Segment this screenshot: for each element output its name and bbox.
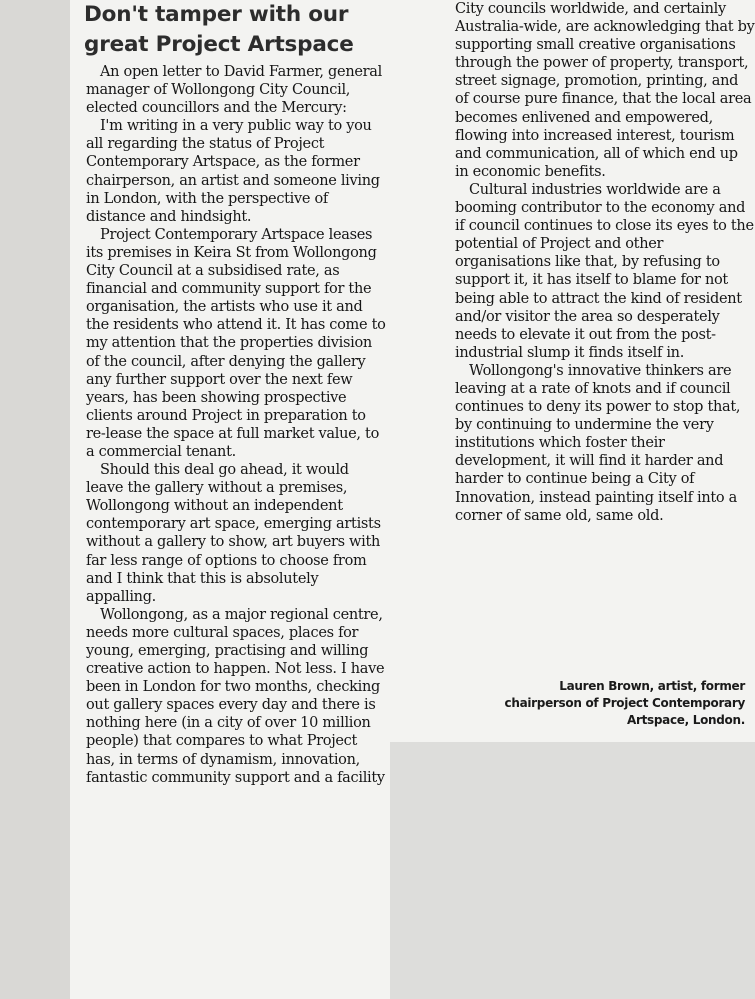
column-right xyxy=(390,0,755,742)
paragraph: Cultural industries worldwide are a booming contributor to the economy and if council continues to close its eyes to the potential of Project and other organisations like that, by refusing to support it, it has itself to blame for not being able to attract the kind of resident and/or visitor the area so desperately needs to elevate it out from the post-industrial slump it finds itself in. xyxy=(455,181,754,361)
left-body xyxy=(86,63,386,787)
paragraph: City councils worldwide, and certainly Australia-wide, are acknowledging that by supporting small creative organisations through the power of property, transport, street signage, promotion, printing, and of course pure finance, that the local area becomes enlivened and empowered, flowing into increased interest, tourism and communication, all of which end up in economic benefits. xyxy=(455,1,755,180)
signature xyxy=(505,678,745,729)
right-body xyxy=(455,0,755,525)
paragraph: I'm writing in a very public way to you all regarding the status of Project Contemporary Artspace, as the former chairperson, an artist and someone living in London, with the perspective of distance and hindsight. xyxy=(86,118,380,225)
blank-area xyxy=(390,742,755,999)
paragraph: Wollongong, as a major regional centre, needs more cultural spaces, places for young, emerging, practising and willing creative action to happen. Not less. I have been in London for two months, checking out gallery spaces every day and there is nothing here (in a city of over 10 million people) that compares to what Project has, in terms of dynamism, innovation, fantastic community support and a facility xyxy=(86,606,385,786)
column-left xyxy=(70,0,390,999)
signature-line: Lauren Brown, artist, former xyxy=(559,679,745,693)
headline-line-1: Don't tamper with our xyxy=(84,2,349,27)
paragraph: Project Contemporary Artspace leases its premises in Keira St from Wollongong City Council at a subsidised rate, as financial and community support for the organisation, the artists who use it and the residents who attend it. It has come to my attention that the properties division of the council, after denying the gallery any further support over the next few years, has been showing prospective clients around Project in preparation to re-lease the space at full market value, to a commercial tenant. xyxy=(86,226,386,460)
signature-line: chairperson of Project Contemporary xyxy=(504,696,745,710)
paragraph: Wollongong's innovative thinkers are leaving at a rate of knots and if council continues to deny its power to stop that, by continuing to undermine the very institutions which foster their development, it will find it harder and harder to continue being a City of Innovation, instead painting itself into a corner of same old, same old. xyxy=(455,362,741,524)
paragraph: Should this deal go ahead, it would leave the gallery without a premises, Wollongong without an independent contemporary art space, emerging artists without a gallery to show, art buyers with far less range of options to choose from and I think that this is absolutely appalling. xyxy=(86,462,381,605)
headline-line-2: great Project Artspace xyxy=(84,32,354,57)
signature-line: Artspace, London. xyxy=(626,713,745,727)
paragraph: An open letter to David Farmer, general manager of Wollongong City Council, elected councillors and the Mercury: xyxy=(86,64,382,117)
headline xyxy=(84,0,354,60)
scan-margin xyxy=(0,0,70,999)
